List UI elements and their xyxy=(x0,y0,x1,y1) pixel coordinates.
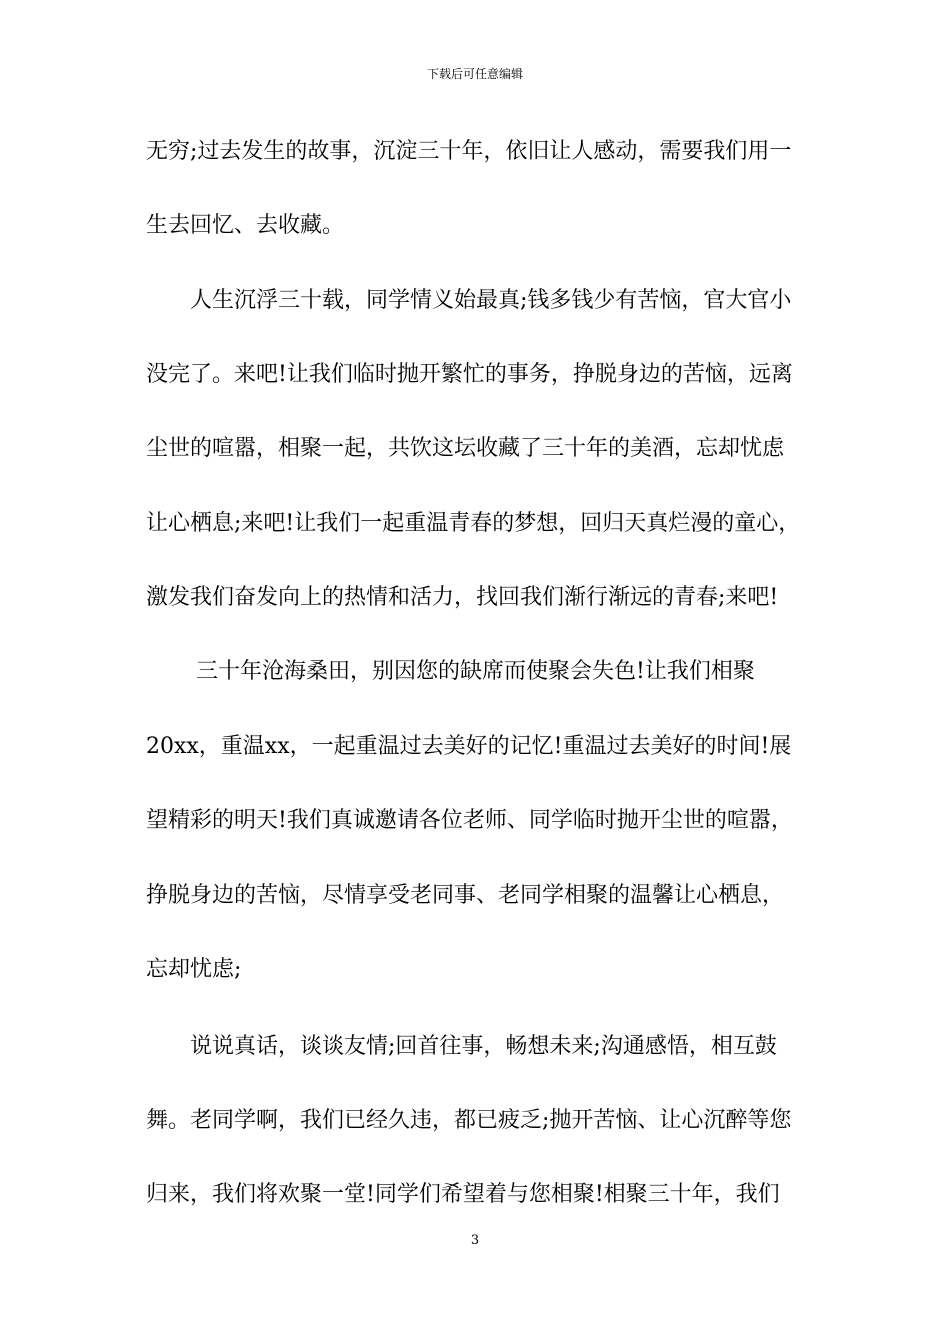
page-number: 3 xyxy=(470,1233,480,1248)
text-line: 忘却忧虑; xyxy=(146,957,242,982)
page-header: 下载后可任意编辑 xyxy=(426,67,523,81)
text-line: 望精彩的明天!我们真诚邀请各位老师、同学临时抛开尘世的喧嚣， xyxy=(146,808,793,833)
text-line: 激发我们奋发向上的热情和活力，找回我们渐行渐远的青春;来吧! xyxy=(146,585,779,610)
text-line: 没完了。来吧!让我们临时抛开繁忙的事务，挣脱身边的苦恼，远离 xyxy=(146,362,793,387)
text-line: 舞。老同学啊，我们已经久违，都已疲乏;抛开苦恼、让心沉醉等您 xyxy=(146,1108,792,1133)
text-line: 生去回忆、去收藏。 xyxy=(146,213,345,238)
text-line: 归来，我们将欢聚一堂!同学们希望着与您相聚!相聚三十年，我们 xyxy=(146,1182,780,1207)
text-line: 人生沉浮三十载，同学情义始最真;钱多钱少有苦恼，官大官小 xyxy=(190,288,792,313)
text-line: 尘世的喧嚣，相聚一起，共饮这坛收藏了三十年的美酒，忘却忧虑 xyxy=(146,436,785,461)
text-line: 挣脱身边的苦恼，尽情享受老同事、老同学相聚的温馨让心栖息， xyxy=(146,883,785,908)
text-line: 20xx，重温xx，一起重温过去美好的记忆!重温过去美好的时间!展 xyxy=(146,734,792,759)
text-line: 说说真话，谈谈友情;回首往事，畅想未来;沟通感悟，相互鼓 xyxy=(190,1034,777,1059)
text-line: 让心栖息;来吧!让我们一起重温青春的梦想，回归天真烂漫的童心， xyxy=(146,511,801,536)
text-line: 三十年沧海桑田，别因您的缺席而使聚会失色!让我们相聚 xyxy=(196,659,755,684)
text-line: 无穷;过去发生的故事，沉淀三十年，依旧让人感动，需要我们用一 xyxy=(146,139,792,164)
